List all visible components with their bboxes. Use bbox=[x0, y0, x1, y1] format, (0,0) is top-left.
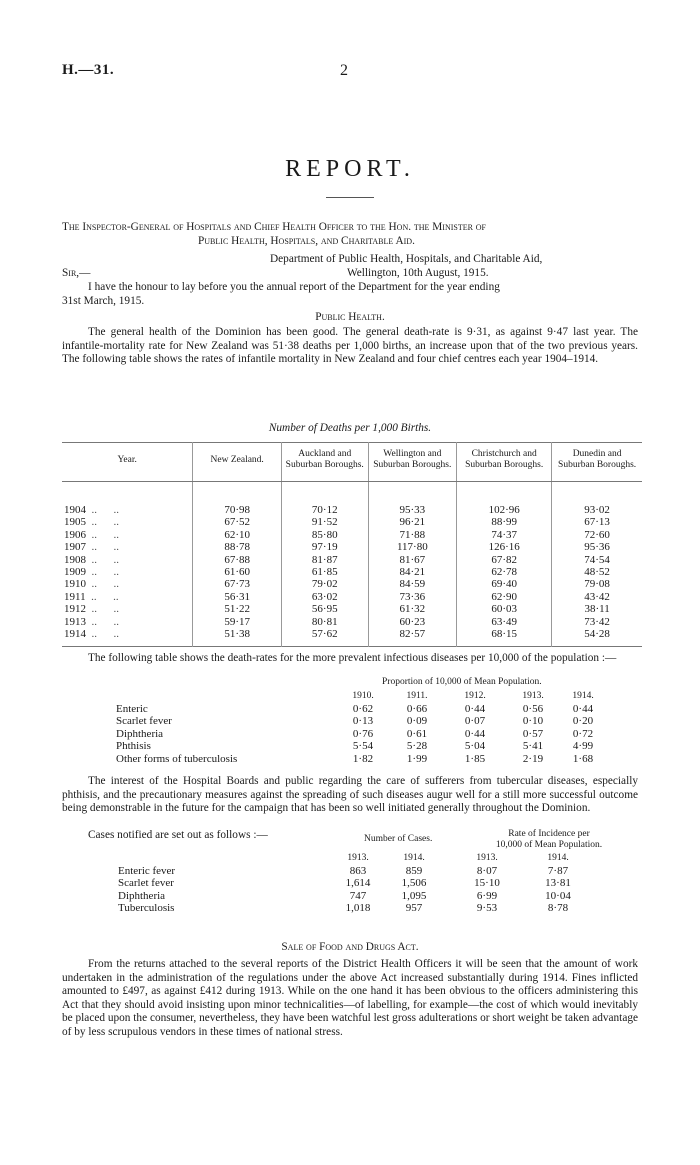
rate-cell: 0·44 bbox=[464, 702, 486, 715]
table-row bbox=[118, 902, 584, 915]
rate-cell: 0·66 bbox=[406, 702, 428, 715]
value-cell: 8·07 bbox=[476, 864, 498, 877]
year-cell bbox=[62, 554, 193, 566]
year-header: 1910. bbox=[352, 691, 374, 701]
paragraph-food-drugs: From the returns attached to the several reports of the District Health Officers it will be seen that the amount of work undertaken in the administration of the regulations under the above Act increased substantially during 1914. Fines inflicted amounted to £497, as against £412 during 1913. While on the one hand it has been obvious to the officers administering this Act that they should avoid insisting upon minor technicalities—of labelling, for example—the cost of which would inevitably be placed upon the consumer, nevertheless, they have been watchful lest gross adulterations or short weight be taken advantage of by less scrupulous vendors in these times of national stress. bbox=[62, 958, 638, 1038]
rate-cell: 61·32 bbox=[368, 603, 457, 615]
rate-cell: 0·57 bbox=[522, 727, 544, 740]
value-cell: 15·10 bbox=[474, 877, 500, 890]
leader-dots: .. .. bbox=[86, 566, 119, 579]
rate-cell: 126·16 bbox=[457, 541, 552, 553]
rate-cell: 81·87 bbox=[281, 554, 368, 566]
rate-cell: 80·81 bbox=[281, 616, 368, 628]
year-value: 1905 bbox=[64, 516, 86, 529]
value-cell: 957 bbox=[405, 902, 423, 915]
leader-dots: .. .. bbox=[86, 528, 119, 541]
rate-cell: 95·36 bbox=[584, 541, 610, 554]
rate-cell: 73·36 bbox=[368, 591, 457, 603]
column-header-auckland: Auckland and Suburban Boroughs. bbox=[281, 443, 368, 482]
table-row bbox=[116, 728, 604, 741]
rate-cell: 88·78 bbox=[193, 541, 282, 553]
value-cell: 747 bbox=[349, 889, 367, 902]
column-header-year: Year. bbox=[62, 443, 193, 482]
rate-cell: 91·52 bbox=[281, 516, 368, 528]
value-cell: 1,018 bbox=[345, 902, 371, 915]
infectious-disease-rates-table bbox=[116, 690, 604, 766]
rate-cell: 59·17 bbox=[193, 616, 282, 628]
value-cell: 1,506 bbox=[401, 877, 427, 890]
rate-cell: 57·62 bbox=[281, 628, 368, 647]
rate-cell: 97·19 bbox=[281, 541, 368, 553]
year-value: 1908 bbox=[64, 553, 86, 566]
table-row bbox=[116, 703, 604, 716]
addressee-line-1: The Inspector-General of Hospitals and Chief Health Officer to the Hon. the Minister of bbox=[62, 221, 487, 233]
rate-cell: 67·13 bbox=[584, 516, 610, 529]
rate-cell: 0·61 bbox=[406, 727, 428, 740]
value-cell: 1,614 bbox=[345, 877, 371, 890]
rate-cell: 5·54 bbox=[352, 740, 374, 753]
rate-cell: 0·62 bbox=[352, 702, 374, 715]
year-header: 1914. bbox=[572, 691, 594, 701]
rate-cell: 0·72 bbox=[572, 727, 594, 740]
rate-cell: 5·04 bbox=[464, 740, 486, 753]
report-title: REPORT. bbox=[285, 156, 415, 182]
rate-cell: 62·10 bbox=[193, 529, 282, 541]
rate-cell: 51·22 bbox=[193, 603, 282, 615]
rate-cell: 63·02 bbox=[281, 591, 368, 603]
rate-cell: 5·28 bbox=[406, 740, 428, 753]
rate-cell: 60·23 bbox=[368, 616, 457, 628]
table-row bbox=[118, 877, 584, 890]
leader-dots: .. .. bbox=[85, 590, 119, 603]
rate-cell: 74·54 bbox=[584, 553, 610, 566]
table-row bbox=[62, 529, 642, 541]
rate-cell: 51·38 bbox=[193, 628, 282, 647]
value-cell: 859 bbox=[405, 864, 423, 877]
disease-name: Scarlet fever bbox=[118, 877, 174, 890]
year-cell bbox=[62, 482, 193, 517]
column-header-christchurch: Christchurch and Suburban Boroughs. bbox=[457, 443, 552, 482]
place-date: Wellington, 10th August, 1915. bbox=[347, 267, 489, 279]
disease-name: Other forms of tuberculosis bbox=[116, 752, 238, 765]
year-value: 1906 bbox=[64, 528, 86, 541]
title-rule bbox=[326, 197, 374, 198]
rate-cell: 69·40 bbox=[457, 578, 552, 590]
rate-cell: 81·67 bbox=[368, 554, 457, 566]
rate-cell: 61·85 bbox=[281, 566, 368, 578]
column-header-new-zealand: New Zealand. bbox=[193, 443, 282, 482]
value-cell: 13·81 bbox=[545, 877, 571, 890]
table-row bbox=[62, 541, 642, 553]
year-cell bbox=[62, 616, 193, 628]
column-header-wellington: Wellington and Suburban Boroughs. bbox=[368, 443, 457, 482]
rate-cell: 0·09 bbox=[406, 715, 428, 728]
paragraph-infectious-diseases: The following table shows the death-rates for the more prevalent infectious diseases per 10,000 of the population :— bbox=[88, 652, 617, 664]
rate-cell: 117·80 bbox=[368, 541, 457, 553]
rate-cell: 0·20 bbox=[572, 715, 594, 728]
value-cell: 7·87 bbox=[547, 864, 569, 877]
rate-cell: 54·28 bbox=[584, 628, 610, 641]
rate-cell: 88·99 bbox=[457, 516, 552, 528]
leader-dots: .. .. bbox=[86, 628, 119, 641]
rate-cell: 62·78 bbox=[457, 566, 552, 578]
value-cell: 863 bbox=[349, 864, 367, 877]
table-row bbox=[116, 740, 604, 753]
rate-cell: 0·76 bbox=[352, 727, 374, 740]
table-header-row bbox=[62, 443, 642, 482]
disease-name: Diphtheria bbox=[118, 889, 166, 902]
year-header: 1911. bbox=[406, 691, 428, 701]
year-cell bbox=[62, 628, 193, 647]
rate-cell: 0·13 bbox=[352, 715, 374, 728]
rate-cell: 79·08 bbox=[584, 578, 610, 591]
year-value: 1909 bbox=[64, 566, 86, 579]
value-cell: 6·99 bbox=[476, 889, 498, 902]
column-header-dunedin: Dunedin and Suburban Boroughs. bbox=[552, 443, 642, 482]
rate-cell: 85·80 bbox=[281, 529, 368, 541]
intro-line-1: I have the honour to lay before you the annual report of the Department for the year ending bbox=[88, 281, 500, 293]
table-row bbox=[118, 865, 584, 878]
value-cell: 8·78 bbox=[547, 902, 569, 915]
table-row bbox=[62, 628, 642, 647]
document-reference: H.—31. bbox=[62, 62, 115, 78]
year-cell bbox=[62, 541, 193, 553]
rate-cell: 1·68 bbox=[572, 752, 594, 765]
paragraph-general-health: The general health of the Dominion has been good. The general death-rate is 9·31, as against 9·47 last year. The infantile-mortality rate for New Zealand was 51·38 deaths per 1,000 births, an increase upon that of the two previous years. The following table shows the rates of infantile mortality in New Zealand and four chief centres each year 1904–1914. bbox=[62, 326, 638, 366]
table-row bbox=[62, 591, 642, 603]
rate-cell: 38·11 bbox=[584, 603, 610, 616]
rate-header-line-1: Rate of Incidence per bbox=[508, 829, 590, 839]
year-header: 1914. bbox=[547, 853, 569, 863]
rate-cell: 0·10 bbox=[522, 715, 544, 728]
table-row bbox=[62, 482, 642, 517]
rate-cell: 84·59 bbox=[368, 578, 457, 590]
rate-cell: 1·85 bbox=[464, 752, 486, 765]
rate-cell: 43·42 bbox=[584, 590, 610, 603]
rate-cell: 93·02 bbox=[584, 504, 610, 516]
disease-name: Enteric fever bbox=[118, 864, 176, 877]
year-value: 1904 bbox=[64, 504, 86, 516]
value-cell: 10·04 bbox=[545, 889, 571, 902]
rate-cell: 0·07 bbox=[464, 715, 486, 728]
year-cell bbox=[62, 529, 193, 541]
year-cell bbox=[62, 578, 193, 590]
value-cell: 1,095 bbox=[401, 889, 427, 902]
table-row bbox=[62, 578, 642, 590]
rate-cell: 62·90 bbox=[457, 591, 552, 603]
salutation: Sir,— bbox=[62, 267, 91, 279]
leader-dots: .. .. bbox=[86, 578, 119, 591]
rate-cell: 5·41 bbox=[522, 740, 544, 753]
rate-cell: 67·52 bbox=[193, 516, 282, 528]
disease-name: Diphtheria bbox=[116, 727, 164, 740]
rate-cell: 56·31 bbox=[193, 591, 282, 603]
leader-dots: .. .. bbox=[86, 615, 119, 628]
table-header-row bbox=[118, 852, 584, 865]
disease-name: Scarlet fever bbox=[116, 715, 172, 728]
rate-cell: 96·21 bbox=[368, 516, 457, 528]
disease-name: Phthisis bbox=[116, 740, 151, 753]
rate-cell: 70·98 bbox=[193, 482, 282, 517]
rate-header-line-2: 10,000 of Mean Population. bbox=[495, 840, 603, 850]
rate-cell: 84·21 bbox=[368, 566, 457, 578]
table-caption-deaths: Number of Deaths per 1,000 Births. bbox=[268, 422, 432, 434]
leader-dots: .. .. bbox=[86, 603, 119, 616]
rate-cell: 102·96 bbox=[457, 482, 552, 517]
rate-cell: 56·95 bbox=[281, 603, 368, 615]
year-value: 1907 bbox=[64, 541, 86, 554]
leader-dots: .. .. bbox=[86, 553, 119, 566]
paragraph-cases-notified: Cases notified are set out as follows :— bbox=[88, 829, 268, 841]
rate-cell: 60·03 bbox=[457, 603, 552, 615]
paragraph-tubercular-diseases: The interest of the Hospital Boards and public regarding the care of sufferers from tubercular diseases, especially phthisis, and the precautionary measures against the spreading of such diseases augur well for a still more successful outcome being demonstrable in the future for the campaign that has been so well initiated generally throughout the Dominion. bbox=[62, 775, 638, 815]
table-row bbox=[62, 616, 642, 628]
rate-cell: 63·49 bbox=[457, 616, 552, 628]
year-value: 1911 bbox=[64, 590, 86, 603]
rate-cell: 67·73 bbox=[193, 578, 282, 590]
table-row bbox=[62, 554, 642, 566]
table-header-row bbox=[116, 690, 604, 703]
rate-cell: 68·15 bbox=[457, 628, 552, 647]
table-row bbox=[116, 753, 604, 766]
value-cell: 9·53 bbox=[476, 902, 498, 915]
rate-cell: 1·99 bbox=[406, 752, 428, 765]
year-header: 1914. bbox=[403, 853, 425, 863]
year-value: 1913 bbox=[64, 615, 86, 628]
rate-cell: 71·88 bbox=[368, 529, 457, 541]
year-cell bbox=[62, 516, 193, 528]
disease-name: Tuberculosis bbox=[118, 902, 175, 915]
year-header: 1913. bbox=[476, 853, 498, 863]
cases-notified-table bbox=[118, 852, 584, 915]
rate-cell: 4·99 bbox=[572, 740, 594, 753]
year-header: 1912. bbox=[464, 691, 486, 701]
leader-dots: .. .. bbox=[86, 504, 119, 516]
section-heading-public-health: Public Health. bbox=[315, 311, 385, 323]
rate-cell: 0·56 bbox=[522, 702, 544, 715]
rate-cell: 95·33 bbox=[368, 482, 457, 517]
rate-cell: 0·44 bbox=[464, 727, 486, 740]
leader-dots: .. .. bbox=[86, 541, 119, 554]
table-group-header-proportion: Proportion of 10,000 of Mean Population. bbox=[382, 677, 542, 687]
rate-cell: 61·60 bbox=[193, 566, 282, 578]
year-value: 1914 bbox=[64, 628, 86, 641]
year-cell bbox=[62, 603, 193, 615]
year-cell bbox=[62, 591, 193, 603]
year-header: 1913. bbox=[522, 691, 544, 701]
cases-header: Number of Cases. bbox=[364, 834, 433, 844]
leader-dots: .. .. bbox=[86, 516, 119, 529]
table-row bbox=[116, 715, 604, 728]
rate-cell: 67·82 bbox=[457, 554, 552, 566]
rate-cell: 82·57 bbox=[368, 628, 457, 647]
year-value: 1912 bbox=[64, 603, 86, 616]
rate-cell: 48·52 bbox=[584, 566, 610, 579]
rate-cell: 72·60 bbox=[584, 528, 610, 541]
department-line: Department of Public Health, Hospitals, and Charitable Aid, bbox=[270, 253, 543, 265]
rate-cell: 2·19 bbox=[522, 752, 544, 765]
year-header: 1913. bbox=[347, 853, 369, 863]
disease-name: Enteric bbox=[116, 702, 148, 715]
infant-mortality-table bbox=[62, 442, 642, 647]
table-row bbox=[62, 566, 642, 578]
rate-cell: 79·02 bbox=[281, 578, 368, 590]
intro-line-2: 31st March, 1915. bbox=[62, 295, 145, 307]
rate-cell: 1·82 bbox=[352, 752, 374, 765]
table-row bbox=[118, 890, 584, 903]
page-number: 2 bbox=[340, 62, 348, 79]
year-cell bbox=[62, 566, 193, 578]
rate-cell: 70·12 bbox=[281, 482, 368, 517]
year-value: 1910 bbox=[64, 578, 86, 591]
addressee-line-2: Public Health, Hospitals, and Charitable Aid. bbox=[198, 235, 415, 247]
table-row bbox=[62, 603, 642, 615]
rate-cell: 73·42 bbox=[584, 615, 610, 628]
rate-cell: 67·88 bbox=[193, 554, 282, 566]
section-heading-food-drugs: Sale of Food and Drugs Act. bbox=[281, 941, 419, 953]
table-row bbox=[62, 516, 642, 528]
rate-cell: 74·37 bbox=[457, 529, 552, 541]
rate-cell: 0·44 bbox=[572, 702, 594, 715]
